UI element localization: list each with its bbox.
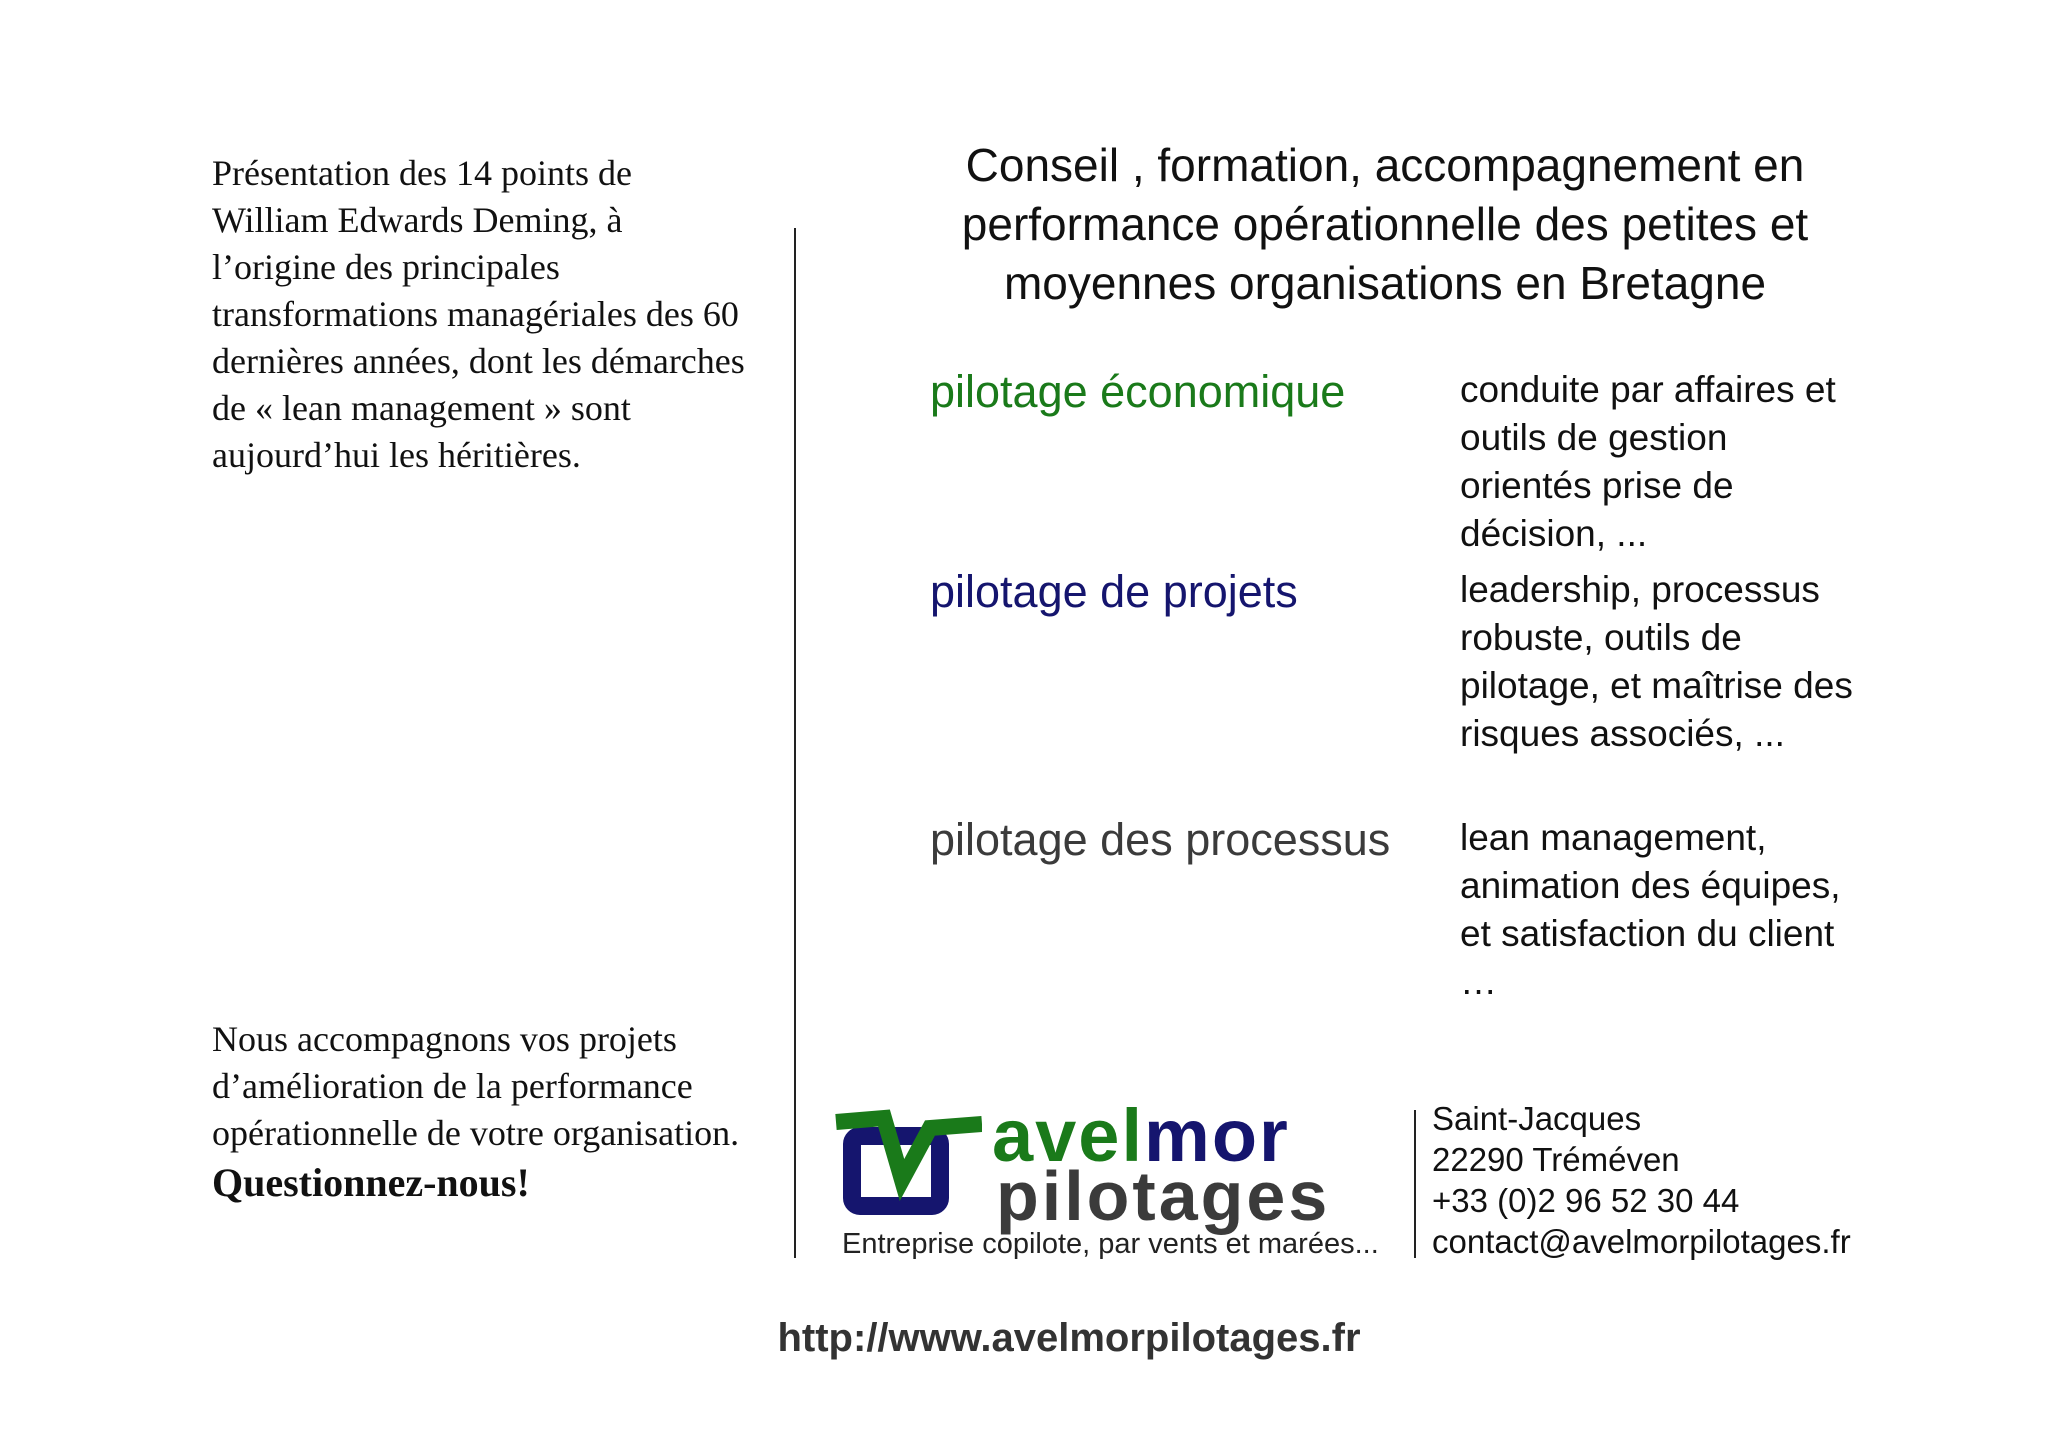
service-description: leadership, processus robuste, outils de pilotage, et maîtrise des risques associés, ...: [1460, 569, 1853, 754]
service-economique: [930, 366, 1910, 566]
service-description: conduite par affaires et outils de gestion orientés prise de décision, ...: [1460, 369, 1836, 554]
service-name: pilotage économique: [930, 366, 1346, 417]
logo-mark-icon: [832, 1106, 982, 1226]
contact-divider: [1414, 1110, 1416, 1258]
website-url[interactable]: http://www.avelmorpilotages.fr: [777, 1316, 1361, 1360]
headline: [880, 136, 1890, 313]
services-list: [930, 366, 1910, 1064]
address-line-2: 22290 Tréméven: [1432, 1141, 1680, 1178]
outro-text: Nous accompagnons vos projets d’amélioration de la performance opérationnelle de votre organisation.: [212, 1019, 740, 1153]
intro-text: Présentation des 14 points de William Edwards Deming, à l’origine des principales transformations managériales des 60 dernières années, dont les démarches de « lean management » sont aujourd’hui les héritières.: [212, 153, 745, 475]
contact-block: [1432, 1098, 1851, 1262]
headline-line-3: moyennes organisations en Bretagne: [1003, 257, 1767, 309]
service-name: pilotage des processus: [930, 814, 1391, 865]
logo-tagline: Entreprise copilote, par vents et marées...: [842, 1228, 1379, 1260]
service-processus: [930, 814, 1910, 1064]
headline-line-2: performance opérationnelle des petites et: [961, 198, 1809, 250]
address-line-1: Saint-Jacques: [1432, 1100, 1642, 1137]
service-description: lean management, animation des équipes, et satisfaction du client …: [1460, 817, 1841, 1002]
company-logo: [832, 1094, 1402, 1260]
call-to-action: Questionnez-nous!: [212, 1160, 530, 1205]
logo-word-avelmor: avelmor: [992, 1094, 1290, 1177]
outro-block: [212, 1016, 752, 1206]
logo-word-pilotages: pilotages: [996, 1157, 1331, 1235]
email-address[interactable]: contact@avelmorpilotages.fr: [1432, 1223, 1851, 1260]
service-projets: [930, 566, 1910, 814]
vertical-divider: [794, 228, 796, 1258]
phone-number: +33 (0)2 96 52 30 44: [1432, 1182, 1740, 1219]
service-name: pilotage de projets: [930, 566, 1298, 617]
headline-line-1: Conseil , formation, accompagnement en: [965, 139, 1805, 191]
